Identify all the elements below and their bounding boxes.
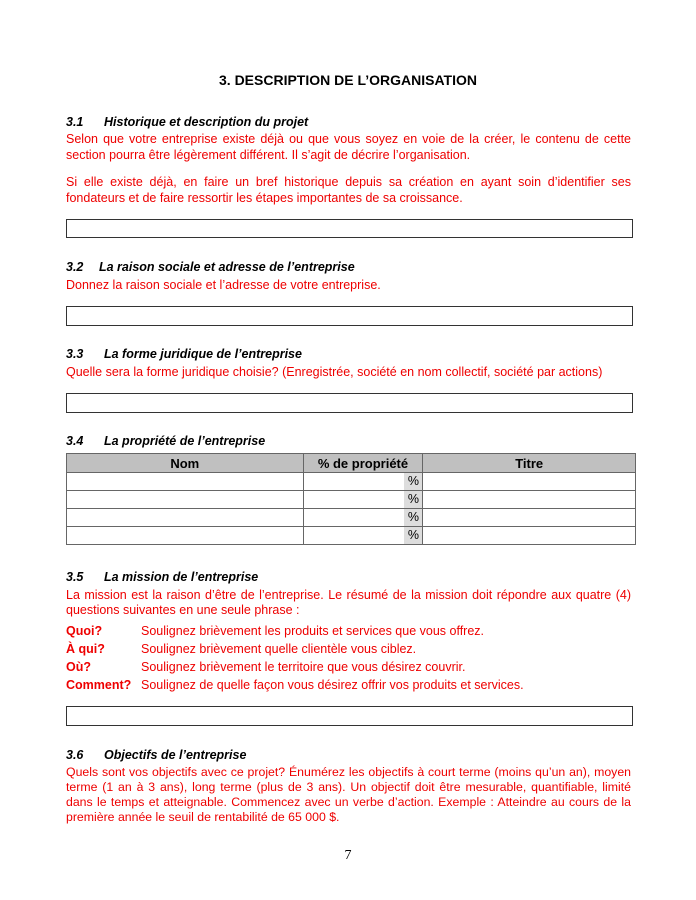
section-heading-3-1 <box>66 115 308 129</box>
ownership-pct-cell[interactable] <box>303 491 423 509</box>
question-text: Soulignez de quelle façon vous désirez offrir vos produits et services. <box>141 678 524 692</box>
question-text: Soulignez brièvement les produits et services que vous offrez. <box>141 624 485 638</box>
question-row-ou <box>66 660 465 674</box>
answer-box-3-1[interactable] <box>66 219 633 238</box>
section-title: La forme juridique de l’entreprise <box>104 347 302 361</box>
title-cell[interactable] <box>423 491 636 509</box>
question-text: Soulignez brièvement quelle clientèle vous ciblez. <box>141 642 417 656</box>
section-title: Historique et description du projet <box>104 115 309 129</box>
section-heading-3-2 <box>66 260 355 274</box>
ownership-pct-cell[interactable] <box>303 473 423 491</box>
question-row-a-qui <box>66 642 416 656</box>
instruction-3-1-p1: Selon que votre entreprise existe déjà ou que vous soyez en voie de la créer, le contenu de cette section pourra être légèrement différent. Il s’agit de décrire l’organisation. <box>66 132 631 162</box>
section-number: 3.4 <box>66 434 84 448</box>
column-header-nom: Nom <box>67 454 304 473</box>
section-title: Objectifs de l’entreprise <box>104 748 247 762</box>
section-number: 3.1 <box>66 115 84 129</box>
section-number: 3.5 <box>66 570 84 584</box>
ownership-pct-cell[interactable] <box>303 509 423 527</box>
table-row <box>67 509 636 527</box>
section-title: La raison sociale et adresse de l’entreprise <box>99 260 355 274</box>
instruction-3-1-p2: Si elle existe déjà, en faire un bref historique depuis sa création en ayant soin d’identifier ses fondateurs et de faire ressortir les étapes importantes de sa croissance. <box>66 175 631 205</box>
section-heading-3-4 <box>66 434 265 448</box>
question-label: Quoi? <box>66 624 103 638</box>
ownership-pct-cell[interactable] <box>303 527 423 545</box>
title-cell[interactable] <box>423 473 636 491</box>
title-cell[interactable] <box>423 527 636 545</box>
section-heading-3-6 <box>66 748 246 762</box>
percent-sign: % <box>404 509 422 526</box>
answer-box-3-3[interactable] <box>66 393 633 413</box>
instruction-3-3-p1: Quelle sera la forme juridique choisie? (Enregistrée, société en nom collectif, société par actions) <box>66 365 603 379</box>
question-label: Où? <box>66 660 91 674</box>
table-row <box>67 473 636 491</box>
name-cell[interactable] <box>67 491 304 509</box>
table-header-row <box>67 454 636 473</box>
section-number: 3.3 <box>66 347 84 361</box>
percent-sign: % <box>404 473 422 490</box>
question-label: Comment? <box>66 678 132 692</box>
name-cell[interactable] <box>67 509 304 527</box>
table-row <box>67 491 636 509</box>
title-cell[interactable] <box>423 509 636 527</box>
section-number: 3.6 <box>66 748 84 762</box>
answer-box-3-2[interactable] <box>66 306 633 326</box>
section-title: La propriété de l’entreprise <box>104 434 266 448</box>
page-number: 7 <box>344 848 352 863</box>
ownership-table <box>66 453 636 545</box>
section-number: 3.2 <box>66 260 84 274</box>
instruction-3-5-p1: La mission est la raison d’être de l’entreprise. Le résumé de la mission doit répondre aux quatre (4) questions suivantes en une seule phrase : <box>66 588 631 617</box>
section-heading-3-3 <box>66 347 302 361</box>
question-row-quoi <box>66 624 484 638</box>
table-row <box>67 527 636 545</box>
question-row-comment <box>66 678 524 692</box>
section-title: La mission de l’entreprise <box>104 570 259 584</box>
question-text: Soulignez brièvement le territoire que vous désirez couvrir. <box>141 660 466 674</box>
instruction-3-2-p1: Donnez la raison sociale et l’adresse de votre entreprise. <box>66 278 381 292</box>
answer-box-3-5[interactable] <box>66 706 633 726</box>
percent-sign: % <box>404 527 422 544</box>
page-title: 3. DESCRIPTION DE L’ORGANISATION <box>219 72 477 88</box>
section-heading-3-5 <box>66 570 258 584</box>
column-header-titre: Titre <box>423 454 636 473</box>
column-header-pourcentage: % de propriété <box>303 454 423 473</box>
instruction-3-6-p1: Quels sont vos objectifs avec ce projet? Énumérez les objectifs à court terme (moins qu’un an), moyen terme (1 an à 3 ans), long terme (plus de 3 ans). Un objectif doit être mesurable, quantifiable, limité dans le temps et atteignable. Commencez avec un verbe d’action. Exemple : Atteindre au cours de la première année le seuil de rentabilité de 65 000 $. <box>66 765 631 824</box>
question-label: À qui? <box>66 642 105 656</box>
name-cell[interactable] <box>67 527 304 545</box>
percent-sign: % <box>404 491 422 508</box>
name-cell[interactable] <box>67 473 304 491</box>
